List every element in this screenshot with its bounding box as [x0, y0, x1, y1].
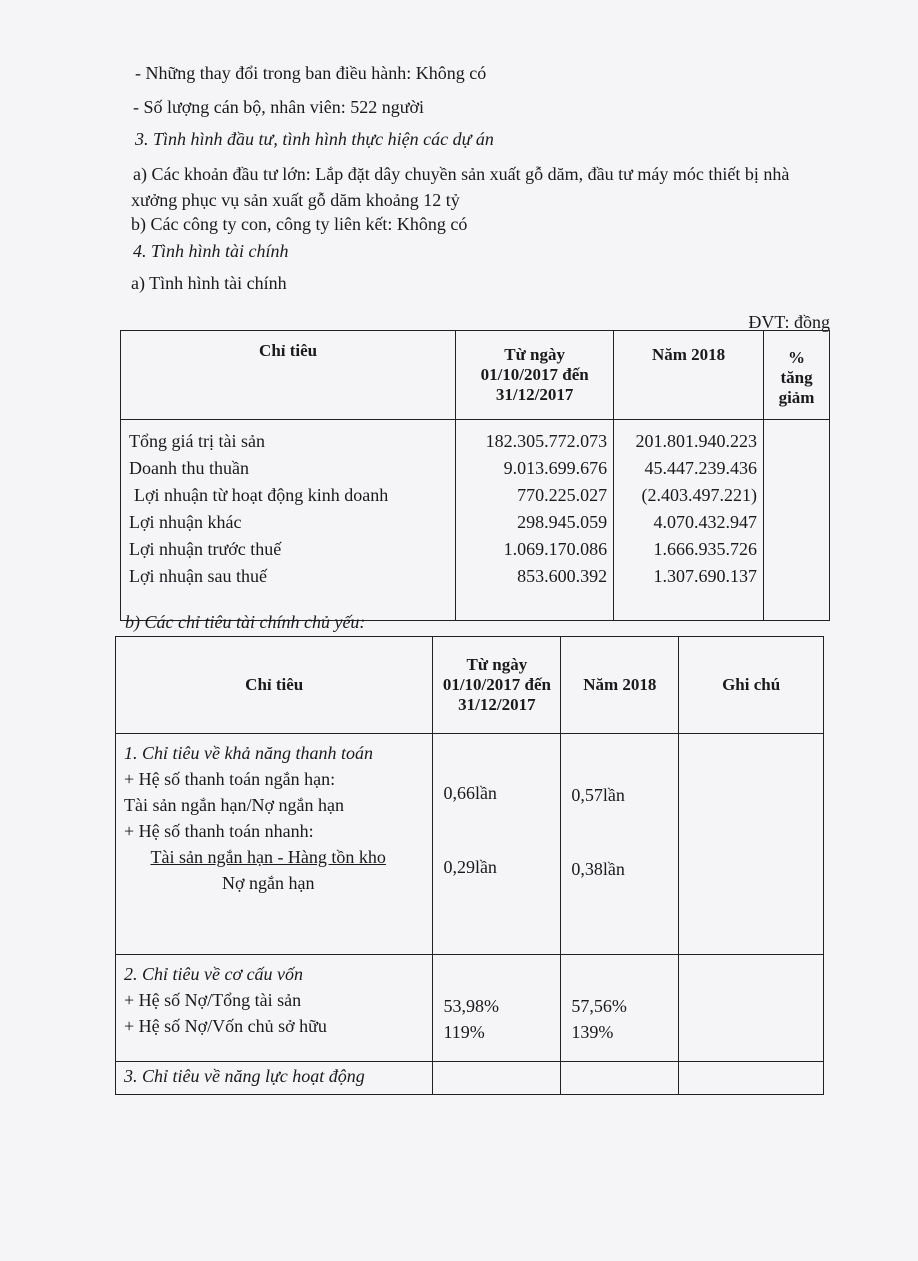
header-indicator: Chỉ tiêu [116, 637, 433, 734]
liquidity-title: 1. Chỉ tiêu về khả năng thanh toán [124, 743, 373, 763]
debt-to-equity-2017: 119% [443, 1022, 485, 1042]
capital-structure-values-2017 [433, 955, 561, 1062]
current-ratio-2017: 0,66lần [443, 783, 497, 803]
value-2018: (2.403.497.221) [641, 485, 758, 505]
debt-to-assets-label: + Hệ số Nợ/Tổng tài sản [124, 990, 302, 1010]
current-ratio-2018: 0,57lần [571, 785, 625, 805]
header-change-percent: % tăng giảm [764, 331, 830, 420]
header-period-2017: Từ ngày 01/10/2017 đến 31/12/2017 [456, 331, 614, 420]
quick-ratio-2018: 0,38lần [571, 859, 625, 879]
debt-to-equity-label: + Hệ số Nợ/Vốn chủ sở hữu [124, 1016, 327, 1036]
row-name: Lợi nhuận trước thuế [129, 539, 282, 559]
operating-capacity-2017 [433, 1062, 561, 1095]
capital-structure-note [679, 955, 824, 1062]
value-2017: 9.013.699.676 [503, 458, 608, 478]
liquidity-note [679, 734, 824, 955]
header-year-2018: Năm 2018 [614, 331, 764, 420]
row-name: Lợi nhuận từ hoạt động kinh doanh [134, 485, 389, 505]
operating-capacity-note [679, 1062, 824, 1095]
quick-ratio-label: + Hệ số thanh toán nhanh: [124, 821, 314, 841]
row-name: Lợi nhuận khác [129, 512, 242, 532]
value-2018: 4.070.432.947 [653, 512, 758, 532]
table-header-row [116, 637, 824, 734]
capital-structure-title: 2. Chỉ tiêu về cơ cấu vốn [124, 964, 304, 984]
section-4-heading: 4. Tình hình tài chính [133, 241, 289, 261]
key-financial-indicators-table [115, 636, 824, 1095]
value-2018: 45.447.239.436 [644, 458, 758, 478]
financial-situation-heading: a) Tình hình tài chính [131, 273, 287, 293]
value-2017: 853.600.392 [517, 566, 608, 586]
subsidiaries-line: b) Các công ty con, công ty liên kết: Không có [131, 214, 468, 234]
row-name: Lợi nhuận sau thuế [129, 566, 267, 586]
table-body-row [121, 420, 830, 621]
liquidity-values-2018 [561, 734, 679, 955]
staff-count-line: - Số lượng cán bộ, nhân viên: 522 người [133, 97, 425, 117]
board-changes-line: - Những thay đổi trong ban điều hành: Không có [135, 63, 487, 83]
currency-unit: ĐVT: đồng [748, 312, 830, 332]
header-period-2017: Từ ngày 01/10/2017 đến 31/12/2017 [433, 637, 561, 734]
year-2018-values-cell [614, 420, 764, 621]
current-ratio-formula: Tài sản ngắn hạn/Nợ ngắn hạn [124, 795, 344, 815]
row-name: Tổng giá trị tài sản [129, 431, 265, 451]
debt-to-assets-2017: 53,98% [443, 996, 499, 1016]
quick-ratio-numerator: Tài sản ngắn hạn - Hàng tồn kho [150, 847, 386, 867]
indicator-names-cell [121, 420, 456, 621]
table2-caption: b) Các chỉ tiêu tài chính chủ yếu: [125, 612, 366, 632]
financial-results-table [120, 330, 830, 621]
header-year-2018: Năm 2018 [561, 637, 679, 734]
change-values-cell [764, 420, 830, 621]
operating-capacity-section-row [116, 1062, 824, 1095]
value-2018: 201.801.940.223 [635, 431, 758, 451]
value-2018: 1.307.690.137 [653, 566, 758, 586]
value-2017: 298.945.059 [517, 512, 608, 532]
quick-ratio-denominator: Nợ ngắn hạn [221, 873, 315, 893]
operating-capacity-2018 [561, 1062, 679, 1095]
row-name: Doanh thu thuần [129, 458, 249, 478]
operating-capacity-title: 3. Chỉ tiêu về năng lực hoạt động [116, 1062, 433, 1095]
value-2017: 770.225.027 [517, 485, 608, 505]
value-2017: 1.069.170.086 [503, 539, 608, 559]
capital-structure-values-2018 [561, 955, 679, 1062]
liquidity-values-2017 [433, 734, 561, 955]
investment-line-2: xưởng phục vụ sản xuất gỗ dăm khoảng 12 tỷ [131, 190, 460, 210]
table-header-row [121, 331, 830, 420]
liquidity-labels-cell [116, 734, 433, 955]
quick-ratio-2017: 0,29lần [443, 857, 497, 877]
value-2018: 1.666.935.726 [653, 539, 758, 559]
capital-structure-labels-cell [116, 955, 433, 1062]
liquidity-section-row [116, 734, 824, 955]
investment-line-1: a) Các khoản đầu tư lớn: Lắp đặt dây chuyền sản xuất gỗ dăm, đầu tư máy móc thiết bị nhà [133, 164, 790, 184]
current-ratio-label: + Hệ số thanh toán ngắn hạn: [124, 769, 336, 789]
section-3-heading: 3. Tình hình đầu tư, tình hình thực hiện các dự án [135, 129, 494, 149]
capital-structure-section-row [116, 955, 824, 1062]
value-2017: 182.305.772.073 [485, 431, 608, 451]
debt-to-assets-2018: 57,56% [571, 996, 627, 1016]
header-indicator: Chỉ tiêu [121, 331, 456, 420]
header-note: Ghi chú [679, 637, 824, 734]
debt-to-equity-2018: 139% [571, 1022, 614, 1042]
period-2017-values-cell [456, 420, 614, 621]
